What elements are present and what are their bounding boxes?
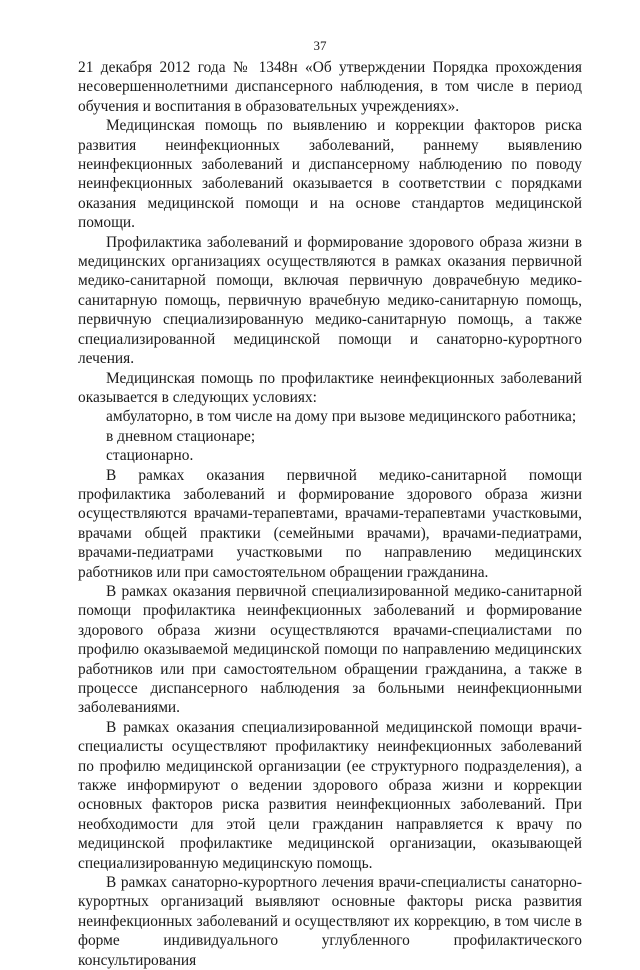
paragraph-conditions-intro: Медицинская помощь по профилактике неинфекционных заболеваний оказывается в следующих условиях: bbox=[78, 369, 582, 406]
list-item-day-hospital: в дневном стационаре; bbox=[106, 427, 256, 445]
list-item-outpatient: амбулаторно, в том числе на дому при вызове медицинского работника; bbox=[106, 408, 577, 426]
paragraph-sanatorium-treatment: В рамках санаторно-курортного лечения врачи-специалисты санаторно-курортных организаций выявляют основные факторы риска развития неинфекционных заболеваний и осуществляют их коррекцию, в том числе в форме индивидуального углубленного профилактического консультирования bbox=[78, 874, 582, 969]
list-item-inpatient: стационарно. bbox=[106, 447, 194, 465]
paragraph-primary-care: В рамках оказания первичной медико-санитарной помощи профилактика заболеваний и формирование здорового образа жизни осуществляются врачами-терапевтами, врачами-терапевтами участковыми, врачами общей практики (семейными врачами), врачами-педиатрами, врачами-педиатрами участковыми по направлению медицинских работников или при самостоятельном обращении гражданина. bbox=[78, 466, 582, 581]
paragraph-order-reference: 21 декабря 2012 года № 1348н «Об утверждении Порядка прохождения несовершеннолетними диспансерного наблюдения, в том числе в период обучения и воспитания в образовательных учреждениях». bbox=[78, 59, 582, 115]
page-number: 37 bbox=[313, 38, 327, 53]
paragraph-medical-help-standards: Медицинская помощь по выявлению и коррекции факторов риска развития неинфекционных заболеваний, раннему выявлению неинфекционных заболеваний и диспансерному наблюдению по поводу неинфекционных заболеваний оказывается в соответствии с порядками оказания медицинской помощи и на основе стандартов медицинской помощи. bbox=[78, 117, 582, 232]
paragraph-specialized-care: В рамках оказания специализированной медицинской помощи врачи-специалисты осуществляют профилактику неинфекционных заболеваний по профилю медицинской организации (ее структурного подразделения), а также информируют о ведении здорового образа жизни и коррекции основных факторов риска развития неинфекционных заболеваний. При необходимости для этой цели гражданин направляется к врачу по медицинской профилактике медицинской организации, оказывающей специализированную медицинскую помощь. bbox=[78, 718, 582, 872]
paragraph-primary-specialized-care: В рамках оказания первичной специализированной медико-санитарной помощи профилактика неинфекционных заболеваний и формирование здорового образа жизни осуществляются врачами-специалистами по профилю оказываемой медицинской помощи по направлению медицинских работников или при самостоятельном обращении гражданина, а также в процессе диспансерного наблюдения за больными неинфекционными заболеваниями. bbox=[78, 582, 582, 717]
paragraph-prevention-in-organizations: Профилактика заболеваний и формирование здорового образа жизни в медицинских организациях осуществляются в рамках оказания первичной медико-санитарной помощи, включая первичную доврачебную медико-санитарную помощь, первичную врачебную медико-санитарную помощь, первичную специализированную медико-санитарную помощь, а также специализированной медицинской помощи и санаторно-курортного лечения. bbox=[78, 233, 582, 368]
document-body bbox=[78, 58, 582, 970]
